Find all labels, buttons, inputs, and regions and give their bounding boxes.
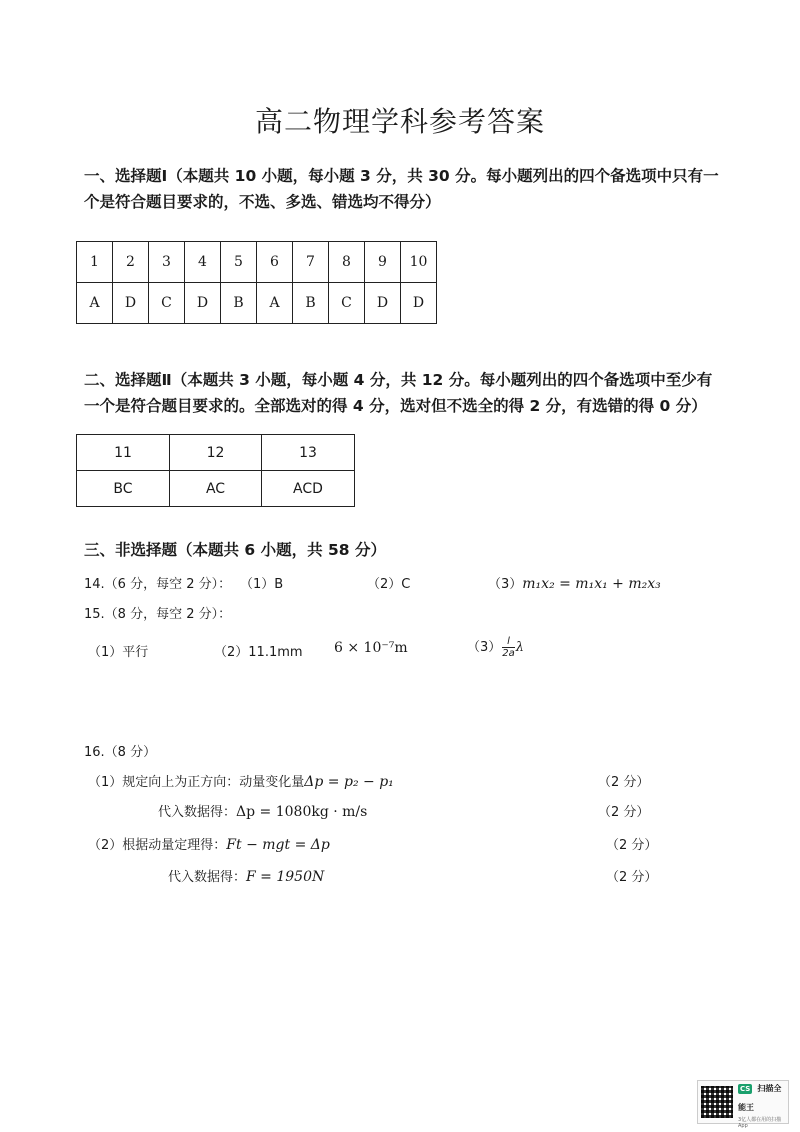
- scanner-watermark: [697, 1080, 789, 1129]
- section1-heading-line1: 一、选择题Ⅰ（本题共 10 小题，每小题 3 分，共 30 分。每小题列出的四个备选项中只有一: [84, 167, 719, 185]
- scanner-brand: [738, 1076, 785, 1129]
- q14-answer-1: （1）B: [240, 577, 284, 592]
- question-number: 3: [149, 242, 185, 283]
- section1-heading: [84, 163, 784, 215]
- answer-cell: C: [149, 283, 185, 324]
- question-number: 5: [221, 242, 257, 283]
- q16-line4-formula: F = 1950N: [246, 869, 325, 885]
- qr-code-icon: [701, 1086, 733, 1118]
- q16-line4-text: 代入数据得：: [168, 870, 247, 885]
- answer-cell: D: [365, 283, 401, 324]
- table-row-answers: [77, 471, 355, 507]
- cs-logo-icon: CS: [740, 1084, 751, 1093]
- question-number: 9: [365, 242, 401, 283]
- q16-line4: [168, 866, 324, 885]
- section2-heading-line1: 二、选择题Ⅱ（本题共 3 小题，每小题 4 分，共 12 分。每小题列出的四个备选项中至少有: [84, 371, 713, 389]
- page-title: 高二物理学科参考答案: [254, 105, 545, 138]
- q15-answer-1: （1）平行: [88, 645, 149, 660]
- question-number: 7: [293, 242, 329, 283]
- momentum-conservation-formula: m₁x₂ = m₁x₁ + m₂x₃: [522, 576, 661, 592]
- q14-answer-2: （2）C: [367, 577, 411, 592]
- q15-answer-2b: 6 × 10⁻⁷m: [334, 640, 408, 656]
- section2-heading: [84, 367, 784, 419]
- q15-answer-3-prefix: （3）: [467, 640, 502, 655]
- scanner-tagline: 3亿人都在用的扫描App: [738, 1116, 782, 1129]
- q16-line3-points: （2 分）: [606, 838, 658, 853]
- q16-line4-points: （2 分）: [606, 870, 658, 885]
- q16-line3-text: （2）根据动量定理得：: [88, 838, 227, 853]
- q16-line3-formula: Ft − mgt = Δp: [226, 837, 330, 853]
- q16-line2-text: 代入数据得：: [158, 805, 237, 820]
- answer-cell: BC: [77, 471, 170, 507]
- question-number: 2: [113, 242, 149, 283]
- answer-cell: C: [329, 283, 365, 324]
- answer-cell: B: [221, 283, 257, 324]
- q16-line2: [158, 801, 367, 820]
- scanner-name: 扫描全能王: [738, 1083, 782, 1112]
- fraction-denominator: 2a: [502, 648, 515, 659]
- wavelength-symbol: λ: [515, 640, 525, 655]
- question-number: 13: [262, 435, 355, 471]
- section2-answer-table: [76, 434, 355, 507]
- answer-cell: B: [293, 283, 329, 324]
- fraction-numerator: l: [502, 636, 515, 648]
- q15-answer-2: （2）11.1mm: [214, 645, 303, 660]
- q16-line3: [88, 834, 330, 853]
- q16-line2-points: （2 分）: [598, 805, 650, 820]
- q15-answer-3: [467, 636, 524, 659]
- q16-line1-points: （2 分）: [598, 775, 650, 790]
- answer-cell: D: [401, 283, 437, 324]
- q14-label: 14.（6 分，每空 2 分）：: [84, 577, 232, 592]
- q16-line1-formula: Δp = p₂ − p₁: [304, 774, 394, 790]
- q16-line1-text: （1）规定向上为正方向：动量变化量: [88, 775, 305, 790]
- table-row-numbers: [77, 435, 355, 471]
- answer-cell: AC: [170, 471, 262, 507]
- table-row-answers: [77, 283, 437, 324]
- q14-answer-3-prefix: （3）: [488, 577, 523, 592]
- fraction: [502, 636, 515, 659]
- q14-answer-3: [488, 573, 661, 592]
- question-number: 12: [170, 435, 262, 471]
- q16-line2-formula: Δp = 1080kg · m/s: [236, 804, 368, 820]
- answer-cell: A: [77, 283, 113, 324]
- answer-cell: D: [185, 283, 221, 324]
- q16-label: 16.（8 分）: [84, 745, 157, 760]
- section3-heading: 三、非选择题（本题共 6 小题，共 58 分）: [84, 541, 386, 559]
- q16-line1: [88, 771, 394, 790]
- question-number: 10: [401, 242, 437, 283]
- question-number: 11: [77, 435, 170, 471]
- question-number: 6: [257, 242, 293, 283]
- answer-cell: A: [257, 283, 293, 324]
- section1-answer-table: [76, 241, 437, 324]
- question-number: 8: [329, 242, 365, 283]
- answer-cell: D: [113, 283, 149, 324]
- answer-cell: ACD: [262, 471, 355, 507]
- section2-heading-line2: 一个是符合题目要求的。全部选对的得 4 分，选对但不选全的得 2 分，有选错的得 0 分）: [84, 397, 707, 415]
- section1-heading-line2: 个是符合题目要求的，不选、多选、错选均不得分）: [84, 193, 441, 211]
- question-number: 1: [77, 242, 113, 283]
- table-row-numbers: [77, 242, 437, 283]
- q15-label: 15.（8 分，每空 2 分）：: [84, 607, 232, 622]
- question-number: 4: [185, 242, 221, 283]
